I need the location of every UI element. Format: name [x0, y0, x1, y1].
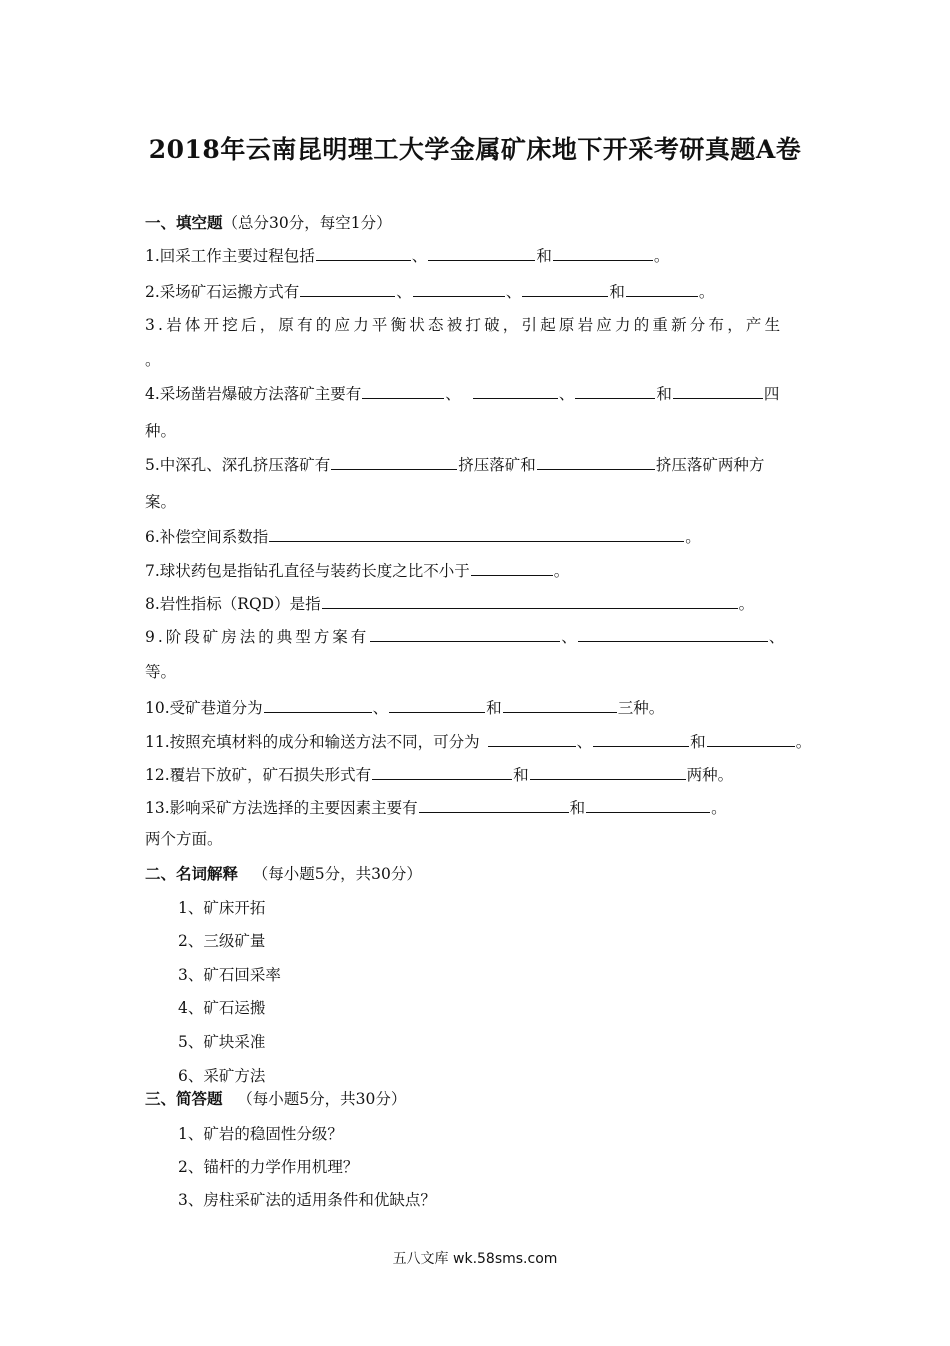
q11-text: 11.按照充填材料的成分和输送方法不同，可分为: [145, 733, 480, 751]
question-8: [145, 594, 754, 614]
answer-blank[interactable]: [316, 246, 411, 261]
q13-and: 和: [569, 799, 586, 817]
term-item: 5、矿块采准: [178, 1033, 266, 1051]
q10-end: 三种。: [617, 699, 665, 717]
q4-sep: 、: [445, 385, 461, 403]
answer-blank[interactable]: [428, 246, 535, 261]
question-11: [145, 732, 811, 752]
term-item: 2、三级矿量: [178, 932, 266, 950]
section3-note: （每小题5分，共30分）: [237, 1090, 407, 1108]
answer-blank[interactable]: [707, 732, 795, 747]
q7-end: 。: [553, 562, 570, 580]
section2-title: 二、名词解释: [145, 864, 239, 883]
q9-text: 9.阶段矿房法的典型方案有: [145, 628, 370, 646]
answer-blank[interactable]: [264, 698, 372, 713]
page-title: 2018年云南昆明理工大学金属矿床地下开采考研真题A卷: [148, 135, 802, 164]
answer-blank[interactable]: [471, 561, 553, 576]
answer-blank[interactable]: [269, 527, 684, 542]
answer-blank[interactable]: [331, 455, 457, 470]
q4-text: 4.采场凿岩爆破方法落矿主要有: [145, 385, 362, 403]
short-answer-item: 1、矿岩的稳固性分级？: [178, 1125, 343, 1143]
q10-text: 10.受矿巷道分为: [145, 699, 263, 717]
answer-blank[interactable]: [575, 384, 655, 399]
question-13: [145, 798, 727, 818]
q3-text: 3.岩体开挖后，原有的应力平衡状态被打破，引起原岩应力的重新分布，产生: [145, 316, 784, 334]
q9-sep: 、: [768, 628, 785, 646]
q2-end: 。: [698, 283, 715, 301]
q3-end: 。: [145, 351, 161, 369]
q1-sep: 、: [411, 247, 428, 265]
question-7: [145, 561, 569, 581]
short-answer-item: 2、锚杆的力学作用机理？: [178, 1158, 359, 1176]
question-3: [145, 315, 783, 335]
q4-four: 四: [763, 385, 780, 403]
q8-text: 8.岩性指标（RQD）是指: [145, 595, 321, 613]
answer-blank[interactable]: [473, 384, 558, 399]
q13-text: 13.影响采矿方法选择的主要因素主要有: [145, 799, 418, 817]
section2-heading: [145, 864, 422, 884]
term-item: 4、矿石运搬: [178, 999, 266, 1017]
q12-text: 12.覆岩下放矿，矿石损失形式有: [145, 766, 372, 784]
answer-blank[interactable]: [593, 732, 689, 747]
question-6: [145, 527, 701, 547]
answer-blank[interactable]: [553, 246, 653, 261]
answer-blank[interactable]: [578, 627, 768, 642]
question-5-cont: [145, 492, 176, 512]
q2-text: 2.采场矿石运搬方式有: [145, 283, 300, 301]
question-5: [145, 455, 764, 475]
q1-text: 1.回采工作主要过程包括: [145, 247, 315, 265]
section1-heading: [145, 213, 392, 233]
q7-text: 7.球状药包是指钻孔直径与装药长度之比不小于: [145, 562, 470, 580]
q2-and: 和: [609, 283, 625, 301]
q12-end: 两种。: [686, 766, 734, 784]
q1-end: 。: [653, 247, 670, 265]
q10-and: 和: [486, 699, 502, 717]
q13-tail: 两个方面。: [145, 830, 223, 848]
answer-blank[interactable]: [413, 282, 505, 297]
question-4: [145, 384, 779, 404]
question-9: [145, 627, 784, 647]
question-12: [145, 765, 733, 785]
question-13-cont: [145, 829, 223, 849]
answer-blank[interactable]: [503, 698, 617, 713]
q9-end: 等。: [145, 663, 177, 681]
answer-blank[interactable]: [300, 282, 395, 297]
q2-sep: 、: [505, 283, 522, 301]
q5-mid: 挤压落矿和: [458, 456, 536, 474]
question-4-cont: [145, 421, 176, 441]
question-3-cont: [145, 350, 161, 370]
q5-end: 案。: [145, 493, 177, 511]
answer-blank[interactable]: [673, 384, 763, 399]
section3-title: 三、简答题: [145, 1089, 223, 1108]
answer-blank[interactable]: [626, 282, 698, 297]
q11-and: 和: [690, 733, 706, 751]
q12-and: 和: [513, 766, 529, 784]
answer-blank[interactable]: [530, 765, 686, 780]
answer-blank[interactable]: [322, 594, 738, 609]
q6-end: 。: [685, 528, 701, 546]
answer-blank[interactable]: [488, 732, 576, 747]
footer-watermark: 五八文库 wk.58sms.com: [392, 1251, 558, 1267]
section1-title: 一、填空题: [145, 213, 223, 232]
question-1: [145, 246, 669, 266]
section1-note: （总分30分，每空1分）: [222, 214, 392, 232]
section2-note: （每小题5分，共30分）: [252, 865, 422, 883]
q8-end: 。: [738, 595, 755, 613]
answer-blank[interactable]: [522, 282, 608, 297]
answer-blank[interactable]: [586, 798, 710, 813]
term-item: 6、采矿方法: [178, 1067, 266, 1085]
q6-text: 6.补偿空间系数指: [145, 528, 269, 546]
short-answer-item: 3、房柱采矿法的适用条件和优缺点？: [178, 1191, 436, 1209]
question-9-cont: [145, 662, 176, 682]
answer-blank[interactable]: [537, 455, 655, 470]
section3-heading: [145, 1089, 406, 1109]
q4-end: 种。: [145, 422, 177, 440]
q5-text: 5.中深孔、深孔挤压落矿有: [145, 456, 331, 474]
answer-blank[interactable]: [370, 627, 560, 642]
question-10: [145, 698, 664, 718]
q11-end: 。: [795, 733, 812, 751]
term-item: 3、矿石回采率: [178, 966, 281, 984]
answer-blank[interactable]: [362, 384, 444, 399]
q11-sep: 、: [576, 733, 593, 751]
q4-sep: 、: [558, 385, 575, 403]
q5-tail: 挤压落矿两种方: [655, 456, 765, 474]
term-item: 1、矿床开拓: [178, 899, 266, 917]
q10-sep: 、: [372, 699, 389, 717]
q1-and: 和: [536, 247, 552, 265]
answer-blank[interactable]: [372, 765, 512, 780]
q2-sep: 、: [396, 283, 412, 301]
answer-blank[interactable]: [389, 698, 485, 713]
q13-end: 。: [711, 799, 727, 817]
question-2: [145, 282, 714, 302]
q4-and: 和: [656, 385, 672, 403]
q9-sep: 、: [561, 628, 577, 646]
answer-blank[interactable]: [419, 798, 569, 813]
